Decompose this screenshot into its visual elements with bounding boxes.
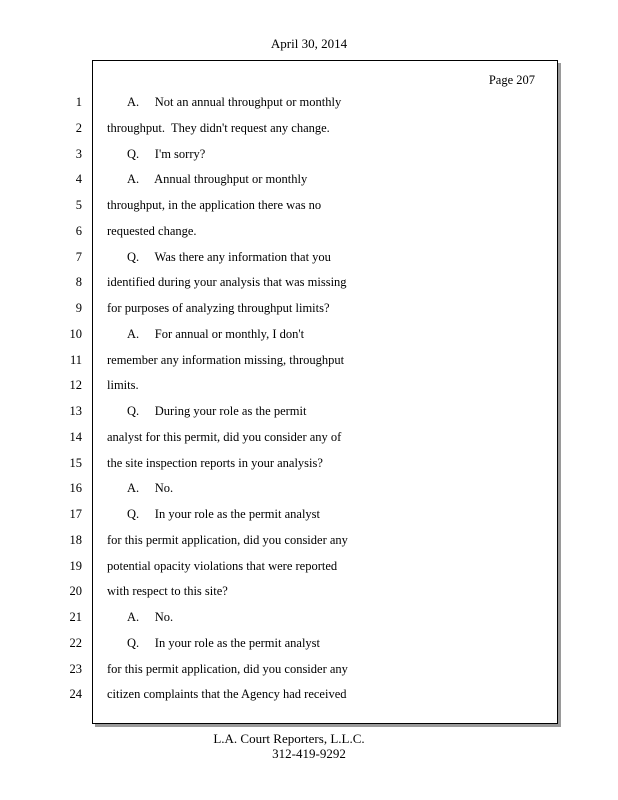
transcript-line: Q. In your role as the permit analyst (127, 507, 321, 521)
transcript-line: A. Annual throughput or monthly (127, 172, 308, 186)
line-number: 2 (75, 121, 82, 135)
line-number: 19 (69, 559, 82, 573)
transcript-line: analyst for this permit, did you consider any of (107, 430, 342, 444)
footer-phone: 312-419-9292 (272, 746, 346, 761)
transcript-line: A. No. (127, 610, 174, 624)
transcript-line: A. For annual or monthly, I don't (127, 327, 305, 341)
line-number: 13 (69, 404, 82, 418)
header-date: April 30, 2014 (270, 36, 348, 51)
line-number: 1 (75, 95, 82, 109)
line-number: 8 (75, 275, 82, 289)
line-number: 9 (75, 301, 82, 315)
transcript-line: for this permit application, did you consider any (107, 533, 348, 547)
line-number: 20 (69, 584, 82, 598)
line-number: 10 (69, 327, 82, 341)
transcript-line: with respect to this site? (107, 584, 228, 598)
transcript-line: A. Not an annual throughput or monthly (127, 95, 342, 109)
line-number: 21 (69, 610, 82, 624)
transcript-line: for purposes of analyzing throughput limits? (107, 301, 330, 315)
line-number: 4 (75, 172, 82, 186)
line-number: 6 (75, 224, 82, 238)
transcript-line: potential opacity violations that were reported (107, 559, 338, 573)
line-number: 16 (69, 481, 82, 495)
transcript-line: the site inspection reports in your analysis? (107, 456, 323, 470)
transcript-line: throughput. They didn't request any change. (107, 121, 330, 135)
line-number: 14 (69, 430, 82, 444)
transcript-line: requested change. (107, 224, 197, 238)
footer-company: L.A. Court Reporters, L.L.C. (213, 731, 365, 746)
page-number: Page 207 (488, 73, 535, 87)
transcript-line: Q. In your role as the permit analyst (127, 636, 321, 650)
line-number: 12 (69, 378, 82, 392)
transcript-line: Q. During your role as the permit (127, 404, 307, 418)
line-number: 17 (69, 507, 82, 521)
line-number: 22 (69, 636, 82, 650)
line-number: 3 (75, 147, 82, 161)
line-number: 5 (75, 198, 82, 212)
transcript-line: throughput, in the application there was no (107, 198, 322, 212)
line-number: 11 (69, 353, 82, 367)
transcript-line: identified during your analysis that was missing (107, 275, 347, 289)
line-number: 15 (69, 456, 82, 470)
transcript-line: Q. I'm sorry? (127, 147, 206, 161)
line-number: 7 (75, 250, 82, 264)
line-number: 24 (69, 687, 82, 701)
transcript-line: Q. Was there any information that you (127, 250, 331, 264)
transcript-line: remember any information missing, throughput (107, 353, 345, 367)
line-number: 18 (69, 533, 82, 547)
line-number: 23 (69, 662, 82, 676)
transcript-line: A. No. (127, 481, 174, 495)
transcript-line: for this permit application, did you consider any (107, 662, 348, 676)
transcript-line: citizen complaints that the Agency had received (107, 687, 347, 701)
transcript-line: limits. (107, 378, 139, 392)
